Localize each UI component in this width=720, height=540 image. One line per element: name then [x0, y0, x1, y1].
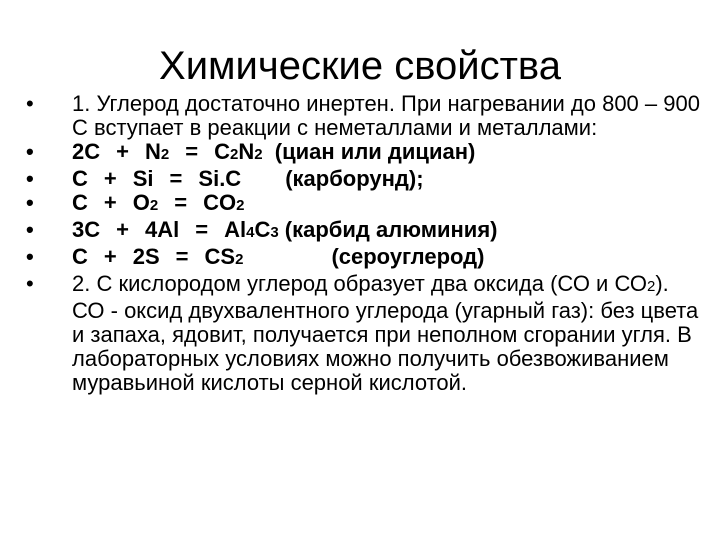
product: CS [204, 244, 236, 269]
equals-sign: = [185, 139, 199, 164]
compound-name: (карборунд); [285, 166, 424, 191]
subscript: 2 [236, 197, 245, 214]
equals-sign: = [169, 166, 183, 191]
product: Si.C [198, 166, 242, 191]
reactant: 3C [72, 217, 101, 242]
product: Al [224, 217, 247, 242]
bullet-list [26, 92, 706, 395]
equals-sign: = [174, 190, 188, 215]
plus-sign: + [116, 139, 129, 164]
product: C [254, 217, 271, 242]
reactant: O [132, 190, 150, 215]
item-text: 1. Углерод достаточно инертен. При нагревании до 800 – 900 С вступает в реакции с неметаллами и металлами: [72, 91, 700, 140]
equals-sign: = [175, 244, 189, 269]
compound-name: (карбид алюминия) [284, 217, 498, 242]
subscript: 2 [235, 251, 244, 268]
bullet-item-carborundum-reaction [26, 167, 706, 191]
subscript: 2 [229, 146, 239, 163]
compound-name: (циан или дициан) [274, 139, 476, 164]
bullet-item-carbon-dioxide-reaction [26, 191, 706, 218]
bullet-item-cyanogen-reaction [26, 140, 706, 167]
subscript: 2 [646, 278, 656, 295]
reactant: C [72, 166, 88, 191]
reactant: Si [132, 166, 154, 191]
reactant: 2S [132, 244, 160, 269]
bullet-item-properties-intro [26, 92, 706, 140]
slide-title: Химические свойства [159, 44, 561, 88]
bullet-item-carbon-oxides [26, 272, 706, 395]
bullet-item-aluminium-carbide-reaction [26, 218, 706, 245]
plus-sign: + [116, 217, 129, 242]
subscript: 3 [270, 224, 279, 241]
plus-sign: + [103, 166, 117, 191]
subscript: 4 [246, 224, 255, 241]
bullet-item-carbon-disulfide-reaction [26, 245, 706, 272]
reactant: C [72, 190, 88, 215]
reactant: 2C [72, 139, 101, 164]
reactant: C [72, 244, 88, 269]
subscript: 2 [160, 146, 170, 163]
product: N [238, 139, 255, 164]
product: C [214, 139, 230, 164]
reactant: N [144, 139, 161, 164]
product: CO [203, 190, 237, 215]
equals-sign: = [195, 217, 209, 242]
subscript: 2 [149, 197, 159, 214]
plus-sign: + [103, 190, 117, 215]
plus-sign: + [103, 244, 117, 269]
compound-name: (сероуглерод) [331, 244, 485, 269]
reactant: 4Al [144, 217, 180, 242]
item-text: ). СО - оксид двухвалентного углерода (угарный газ): без цвета и запаха, ядовит, получается при неполном сгорании угля. В лабораторных условиях можно получить обезвоживанием муравьиной кислоты серной кислотой. [72, 271, 699, 395]
item-text: 2. С кислородом углерод образует два оксида (СО и СО [72, 271, 647, 296]
subscript: 2 [254, 146, 263, 163]
